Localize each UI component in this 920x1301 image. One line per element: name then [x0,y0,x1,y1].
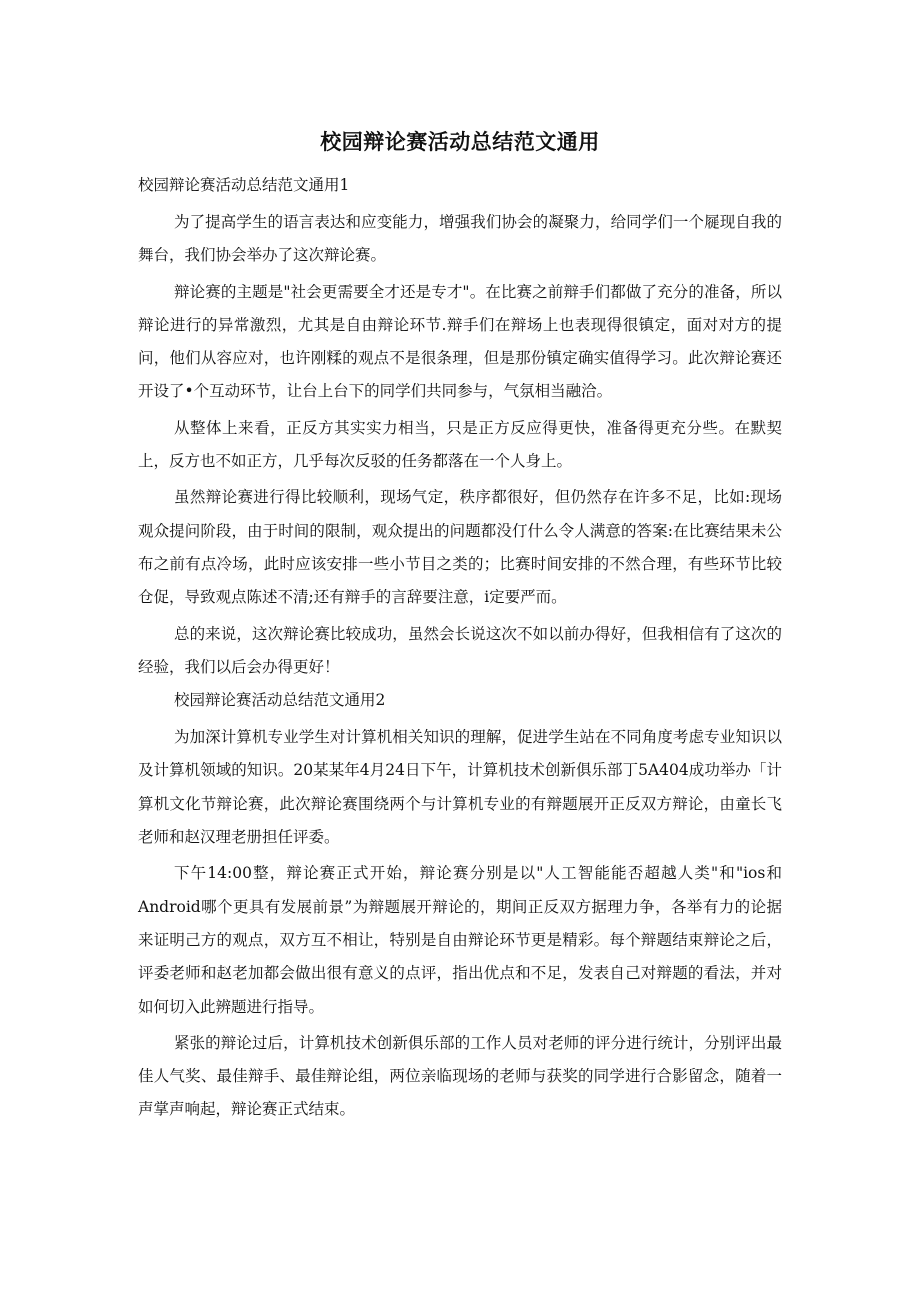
section-1-paragraph-5: 总的来说，这次辩论赛比较成功，虽然会长说这次不如以前办得好，但我相信有了这次的经验，我们以后会办得更好！ [138,624,782,676]
section-2-heading: 校园辩论赛活动总结范文通用2 [174,691,386,710]
section-1-paragraph-4: 虽然辩论赛进行得比较顺利，现场气定，秩序都很好，但仍然存在许多不足，比如:现场观众提问阶段，由于时间的限制，观众提出的问题都没仃什么令人满意的答案:在比赛结果未公布之前有点冷场，此时应该安排一些小节目之类的；比赛时间安排的不然合理，有些环节比较仓促，导致观点陈述不清;还有辩手的言辞要注意，i定要严而。 [138,488,782,607]
section-1-paragraph-1: 为了提高学生的语言表达和应变能力，增强我们协会的凝聚力，给同学们一个屣现自我的舞台，我们协会举办了这次辩论赛。 [138,213,782,265]
document-body [138,172,782,1130]
section-2-paragraph-1: 为加深计算机专业学生对计算机相关知识的理解，促进学生站在不同角度考虑专业知识以及计算机领域的知识。20某某年4月24日下午，计算机技术创新俱乐部丁5A404成功举办「计算机文化节辩论赛，此次辩论赛围绕两个与计算机专业的有辩题展开正反双方辩论，由童长飞老师和赵汉理老册担任评委。 [138,728,782,847]
section-1-heading: 校园辩论赛活动总结范文通用1 [138,176,350,194]
section-2-paragraph-3: 紧张的辩论过后，计算机技术创新俱乐部的工作人员对老师的评分进行统计，分别评出最佳人气奖、最佳辩手、最佳辩论组，两位亲临现场的老师与获奖的同学进行合影留念，随着一声掌声响起，辩论赛正式结束。 [138,1033,782,1119]
section-2-paragraph-2: 下午14:00整，辩论赛正式开始，辩论赛分别是以"人工智能能否超越人类"和"ios和Android哪个更具有发展前景”为辩题展开辩论的，期间正反双方据理力争，各举有力的论据来证明己方的观点，双方互不相让，特别是自由辩论环节更是精彩。每个辩题结束辩论之后，评委老师和赵老加都会做出很有意义的点评，指出优点和不足，发表自己对辩题的看法，并对如何切入此辨题进行指导。 [138,864,782,1016]
section-1-paragraph-3: 从整体上来看，正反方其实实力相当，只是正方反应得更快，准备得更充分些。在默契上，反方也不如正方，几乎每次反驳的任务都落在一个人身上。 [138,418,782,471]
document-title: 校园辩论赛活动总结范文通用 [320,130,600,154]
section-1-paragraph-2: 辩论赛的主题是"社会更需要全才还是专才"。在比赛之前辩手们都做了充分的准备，所以辩论进行的异常激烈，尤其是自由辩论环节.辩手们在辩场上也表现得很镇定，面对对方的提问，他们从容应对，也许刚糅的观点不是很条理，但是那份镇定确实值得学习。此次辩论赛还开设了•个互动环节，让台上台下的同学们共同参与，气氛相当融洽。 [138,282,782,401]
